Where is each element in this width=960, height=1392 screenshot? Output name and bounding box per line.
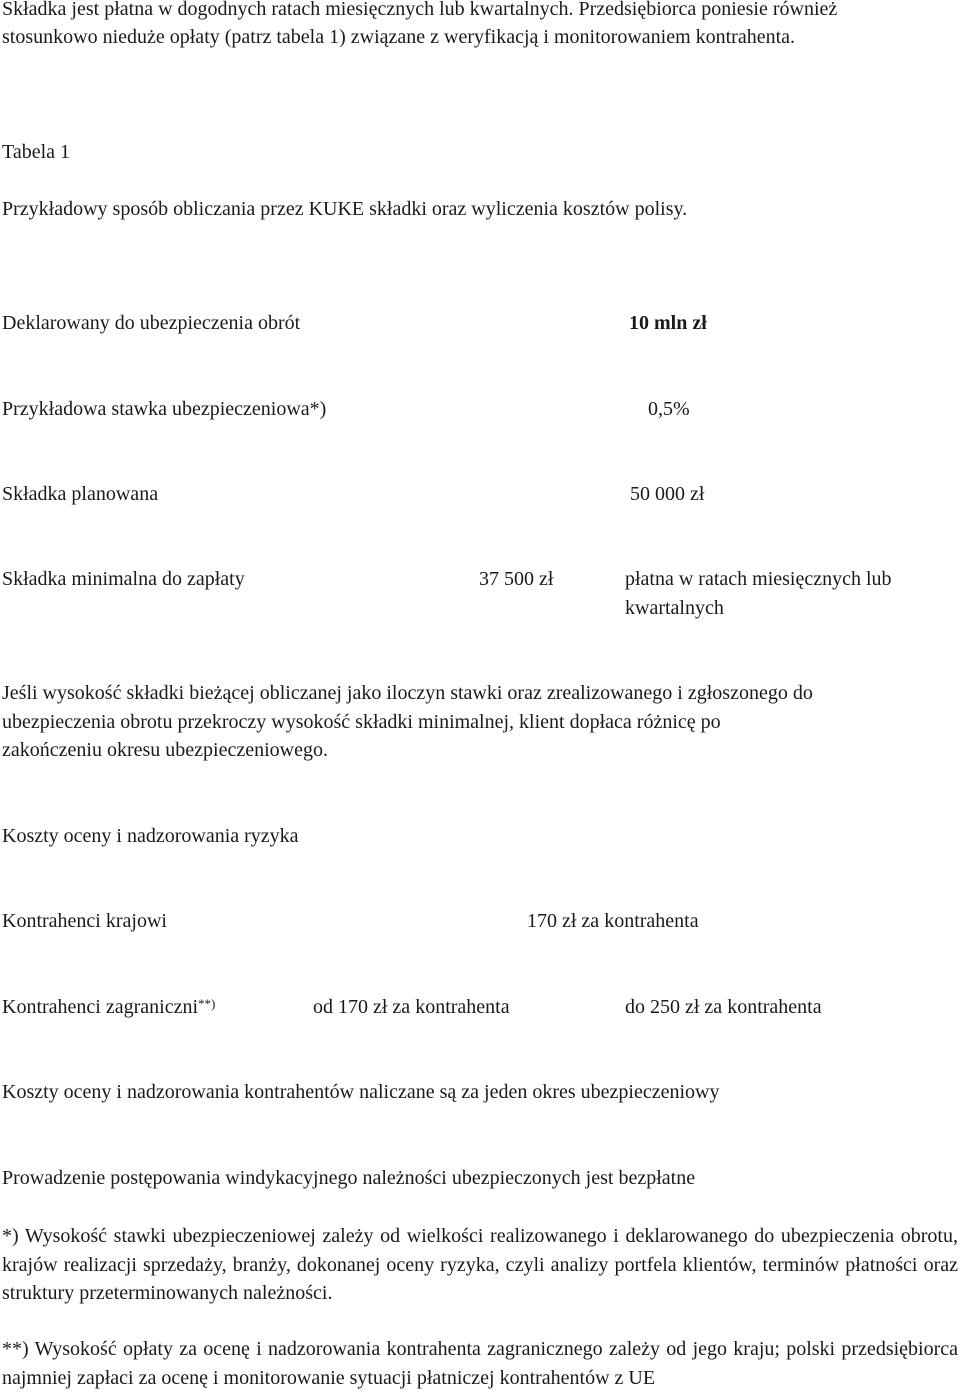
turnover-value: 10 mln zł — [629, 312, 707, 334]
risk-costs-heading: Koszty oceny i nadzorowania ryzyka — [2, 825, 299, 847]
intro-line-1: Składka jest płatna w dogodnych ratach miesięcznych lub kwartalnych. Przedsiębiorca poniesie również — [2, 0, 838, 20]
foreign-footnote-marker: **) — [198, 996, 216, 1011]
collection-note: Prowadzenie postępowania windykacyjnego należności ubezpieczonych jest bezpłatne — [2, 1167, 696, 1189]
foreign-to-value: do 250 zł za kontrahenta — [625, 996, 822, 1018]
minimum-note-line-2: kwartalnych — [625, 597, 724, 619]
footnote-2: **) Wysokość opłaty za ocenę i nadzorowania kontrahenta zagranicznego zależy od jego kraju; polski przedsiębiorca najmniej zapłaci za ocenę i monitorowanie sytuacji płatniczej kontrahentów z UE — [2, 1338, 958, 1389]
minimum-value: 37 500 zł — [479, 568, 554, 590]
rate-value: 0,5% — [648, 398, 690, 420]
minimum-note-line-1: płatna w ratach miesięcznych lub — [625, 568, 892, 590]
rate-label: Przykładowa stawka ubezpieczeniowa*) — [2, 398, 327, 420]
foreign-label-row — [2, 993, 215, 1022]
surplus-note-line-3: zakończeniu okresu ubezpieczeniowego. — [2, 739, 328, 761]
footnote-1: *) Wysokość stawki ubezpieczeniowej zależy od wielkości realizowanego i deklarowanego do ubezpieczenia obrotu, krajów realizacji sprzedaży, branży, dokonanej oceny ryzyka, czyli analizy portfela klientów, terminów płatności oraz struktury przeterminowanych należności. — [2, 1225, 958, 1304]
period-note: Koszty oceny i nadzorowania kontrahentów naliczane są za jeden okres ubezpieczeniowy — [2, 1081, 720, 1103]
foreign-from-value: od 170 zł za kontrahenta — [313, 996, 510, 1018]
turnover-label: Deklarowany do ubezpieczenia obrót — [2, 312, 301, 334]
surplus-note-line-2: ubezpieczenia obrotu przekroczy wysokość składki minimalnej, klient dopłaca różnicę po — [2, 711, 721, 733]
surplus-note-line-1: Jeśli wysokość składki bieżącej obliczanej jako iloczyn stawki oraz zrealizowanego i zgłoszonego do — [2, 682, 813, 704]
domestic-value: 170 zł za kontrahenta — [527, 910, 699, 932]
intro-line-2: stosunkowo nieduże opłaty (patrz tabela 1) związane z weryfikacją i monitorowaniem kontrahenta. — [2, 26, 796, 48]
planned-value: 50 000 zł — [630, 483, 705, 505]
minimum-label: Składka minimalna do zapłaty — [2, 568, 245, 590]
foreign-label: Kontrahenci zagraniczni — [2, 996, 199, 1018]
planned-label: Składka planowana — [2, 483, 159, 505]
domestic-label: Kontrahenci krajowi — [2, 910, 167, 932]
table-title: Tabela 1 — [2, 141, 71, 163]
table-caption: Przykładowy sposób obliczania przez KUKE składki oraz wyliczenia kosztów polisy. — [2, 198, 688, 220]
